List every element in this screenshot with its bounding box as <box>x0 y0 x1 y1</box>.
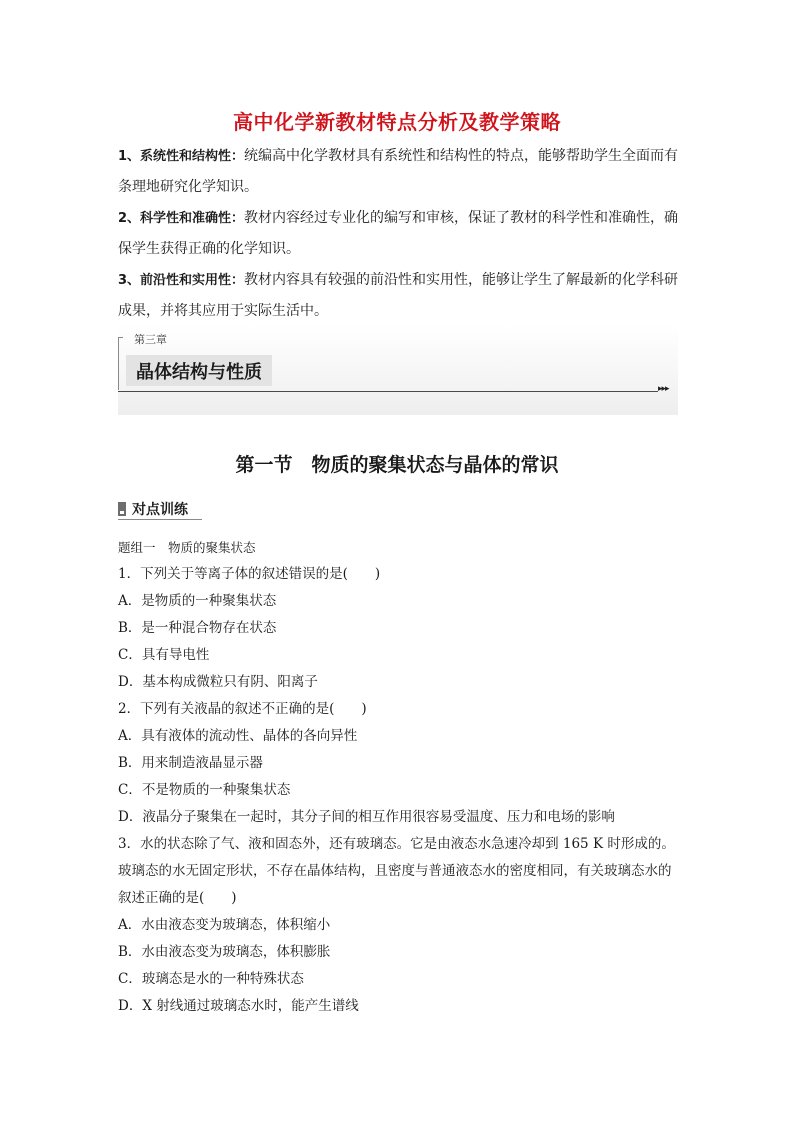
intro-text-2: 教材内容经过专业化的编写和审核，保证了教材的科学性和准确性，确保学生获得正确的化学知识。 <box>118 210 679 257</box>
chapter-number: 第三章 <box>134 333 167 346</box>
question-1-option-c: C．具有导电性 <box>118 647 210 663</box>
intro-lead-2: 2、科学性和准确性： <box>118 211 245 226</box>
question-2-option-a: A．具有液体的流动性、晶体的各向异性 <box>118 728 358 744</box>
intro-paragraph-2 <box>118 203 680 265</box>
question-1-stem: 1．下列关于等离子体的叙述错误的是( ) <box>118 566 381 582</box>
intro-lead-3: 3、前沿性和实用性： <box>118 273 245 288</box>
question-2-option-b: B．用来制造液晶显示器 <box>118 755 263 771</box>
intro-text-1: 统编高中化学教材具有系统性和结构性的特点，能够帮助学生全面而有条理地研究化学知识。 <box>118 148 679 195</box>
intro-paragraph-1 <box>118 141 680 203</box>
question-3-option-b: B．水由液态变为玻璃态，体积膨胀 <box>118 944 331 960</box>
question-1-option-a: A．是物质的一种聚集状态 <box>118 593 277 609</box>
practice-label <box>118 499 202 520</box>
banner-frame <box>118 337 123 390</box>
intro-paragraph-3 <box>118 265 680 327</box>
question-3-option-a: A．水由液态变为玻璃态，体积缩小 <box>118 917 331 933</box>
bookmark-icon <box>118 502 126 516</box>
triple-arrow-icon: ▸▸▸ <box>658 384 669 394</box>
main-title: 高中化学新教材特点分析及教学策略 <box>233 110 561 134</box>
section-title: 第一节 物质的聚集状态与晶体的常识 <box>235 454 559 476</box>
question-2-option-d: D．液晶分子聚集在一起时，其分子间的相互作用很容易受温度、压力和电场的影响 <box>118 809 615 825</box>
chapter-title: 晶体结构与性质 <box>126 355 272 386</box>
question-3-option-c: C．玻璃态是水的一种特殊状态 <box>118 971 304 987</box>
question-2-option-c: C．不是物质的一种聚集状态 <box>118 782 291 798</box>
intro-lead-1: 1、系统性和结构性： <box>118 149 245 164</box>
intro-section <box>118 141 680 327</box>
question-3-option-d: D．X 射线通过玻璃态水时，能产生谱线 <box>118 998 359 1014</box>
question-3-stem: 3．水的状态除了气、液和固态外，还有玻璃态。它是由液态水急速冷却到 165 K 时形成的。玻璃态的水无固定形状，不存在晶体结构，且密度与普通液态水的密度相同，有关玻璃态水的叙述正确的是( ) <box>118 836 675 906</box>
question-1-option-b: B．是一种混合物存在状态 <box>118 620 277 636</box>
question-2-stem: 2．下列有关液晶的叙述不正确的是( ) <box>118 701 367 717</box>
chapter-banner <box>118 325 678 415</box>
practice-label-text: 对点训练 <box>132 502 188 518</box>
question-1-option-d: D．基本构成微粒只有阴、阳离子 <box>118 674 318 690</box>
banner-divider <box>118 391 658 392</box>
question-list <box>118 534 680 1020</box>
group-title: 题组一 物质的聚集状态 <box>118 540 256 555</box>
intro-text-3: 教材内容具有较强的前沿性和实用性，能够让学生了解最新的化学科研成果，并将其应用于实际生活中。 <box>118 272 679 319</box>
